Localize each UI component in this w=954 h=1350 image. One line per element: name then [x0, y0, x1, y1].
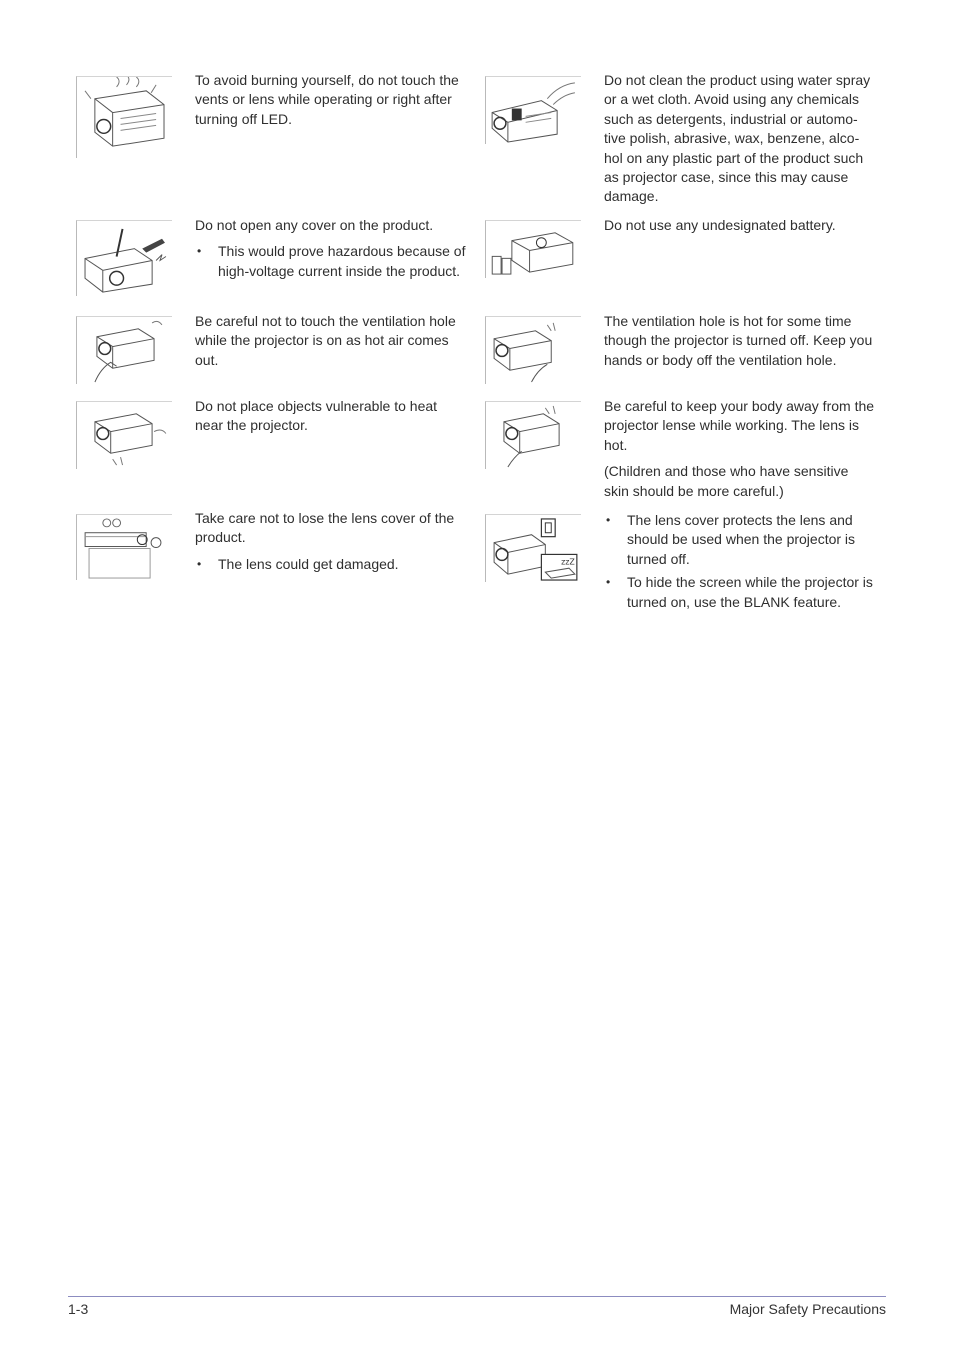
blank-feature-warning-text — [604, 511, 876, 616]
open-cover-warning-text — [195, 216, 467, 285]
projector-hot-icon — [77, 77, 172, 158]
footer-divider — [68, 1296, 886, 1297]
cleaning-warning-text — [604, 71, 876, 214]
clean-paragraph: Do not clean the product using water spray or a wet cloth. Avoid using any chemicals such as detergents, industrial or automo-tive polish, abrasive, wax, benzene, alco-hol on any plastic part of the product such as projector case, since this may cause damage. — [604, 72, 871, 205]
lens-hot-warning-text — [604, 397, 876, 508]
cover-bullets — [195, 242, 467, 281]
vent-on-paragraph: Be careful not to touch the ventilation hole while the projector is on as hot air comes out. — [195, 313, 456, 368]
lens-cover-bullets — [195, 555, 467, 574]
heat-objects-paragraph: Do not place objects vulnerable to heat near the projector. — [195, 398, 438, 434]
projector-lens-cover-icon — [77, 515, 172, 580]
burn-warning-text — [195, 71, 467, 136]
projector-hand-vent-icon — [77, 317, 172, 384]
cover-paragraph: Do not open any cover on the product. — [195, 217, 434, 233]
vent-off-illustration — [485, 316, 581, 384]
page-number: 1-3 — [68, 1301, 89, 1317]
lens-hot-paragraph: Be careful to keep your body away from the projector lense while working. The lens is hot. — [604, 398, 875, 453]
burn-hazard-illustration — [76, 76, 172, 158]
vent-off-paragraph: The ventilation hole is hot for some time though the projector is turned off. Keep you hands or body off the ventilation hole. — [604, 313, 873, 368]
svg-text:zzZ: zzZ — [561, 557, 575, 567]
blank-bullet-1: • The lens cover protects the lens and should be used when the projector is turned off. — [604, 511, 876, 569]
lens-hot-illustration — [485, 401, 581, 469]
lens-hot-note: (Children and those who have sensitive skin should be more careful.) — [604, 463, 849, 499]
section-title: Major Safety Precautions — [729, 1301, 886, 1317]
projector-objects-icon — [77, 402, 172, 469]
projector-screwdriver-icon — [77, 221, 172, 296]
cleaning-illustration — [485, 76, 581, 144]
projector-hand-vent-off-icon — [486, 317, 581, 384]
lens-cover-paragraph: Take care not to lose the lens cover of the product. — [195, 510, 455, 546]
vent-on-illustration — [76, 316, 172, 384]
projector-blank-icon — [486, 515, 581, 582]
lens-cover-illustration — [76, 514, 172, 580]
blank-feature-illustration — [485, 514, 581, 582]
projector-lens-hot-icon — [486, 402, 581, 469]
projector-spray-icon — [486, 77, 581, 144]
burn-paragraph: To avoid burning yourself, do not touch the vents or lens while operating or right after turning off LED. — [195, 72, 459, 127]
blank-bullets — [604, 511, 876, 612]
battery-warning-text — [604, 216, 876, 242]
heat-objects-illustration — [76, 401, 172, 469]
blank-bullet-2: • To hide the screen while the projector is turned on, use the BLANK feature. — [604, 573, 876, 612]
projector-battery-icon — [486, 221, 581, 278]
vent-on-warning-text — [195, 312, 467, 377]
battery-paragraph: Do not use any undesignated battery. — [604, 217, 836, 233]
open-cover-illustration — [76, 220, 172, 296]
battery-illustration — [485, 220, 581, 278]
lens-cover-warning-text — [195, 509, 467, 578]
heat-objects-warning-text — [195, 397, 467, 443]
lens-cover-bullet: • The lens could get damaged. — [195, 555, 467, 574]
cover-bullet: • This would prove hazardous because of high-voltage current inside the product. — [195, 242, 467, 281]
vent-off-warning-text — [604, 312, 876, 377]
